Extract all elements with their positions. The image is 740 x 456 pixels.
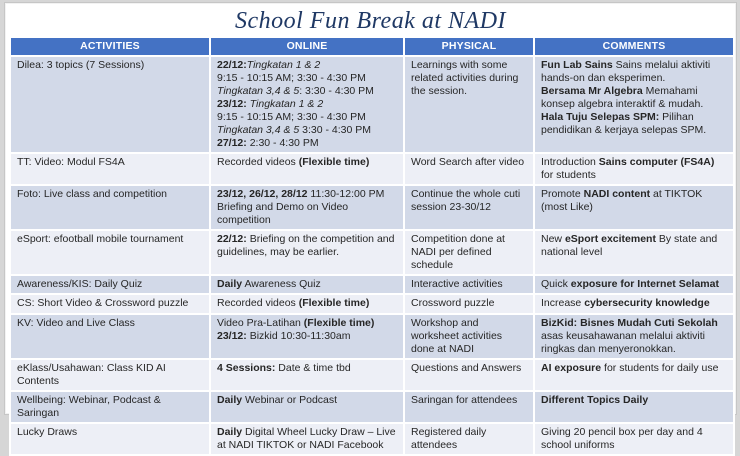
physical-cell xyxy=(404,153,534,185)
text-run: Recorded videos xyxy=(217,297,299,309)
cell-line xyxy=(17,426,203,439)
text-run: eKlass/Usahawan: Class KID AI Contents xyxy=(17,362,166,387)
comments-cell xyxy=(534,314,734,359)
cell-line xyxy=(411,362,527,375)
text-run: Word Search after video xyxy=(411,156,525,168)
cell-line xyxy=(541,188,727,214)
cell-line xyxy=(217,426,397,452)
text-run: Digital Wheel Lucky Draw – Live at NADI TIKTOK or NADI Facebook xyxy=(217,426,396,451)
cell-line xyxy=(541,59,727,85)
text-run: 22/12: xyxy=(217,233,247,245)
cell-line xyxy=(217,137,397,150)
text-run: Wellbeing: Webinar, Podcast & Saringan xyxy=(17,394,161,419)
activity-cell xyxy=(10,153,210,185)
cell-line xyxy=(541,317,727,356)
text-run: 23/12: xyxy=(217,98,247,110)
text-run: Different Topics Daily xyxy=(541,394,649,406)
cell-line xyxy=(17,233,203,246)
cell-line xyxy=(217,85,397,98)
text-run: Tingkatan 3,4 & 5 xyxy=(217,124,300,136)
online-cell xyxy=(210,423,404,455)
cell-line xyxy=(217,233,397,259)
cell-line xyxy=(411,188,527,214)
cell-line xyxy=(541,426,727,452)
cell-line xyxy=(217,278,397,291)
text-run: Bizkid 10:30-11:30am xyxy=(246,330,351,342)
physical-cell xyxy=(404,56,534,153)
online-cell xyxy=(210,359,404,391)
text-run: CS: Short Video & Crossword puzzle xyxy=(17,297,189,309)
text-run: exposure for Internet Selamat xyxy=(570,278,719,290)
online-cell xyxy=(210,314,404,359)
text-run: (Flexible time) xyxy=(298,156,370,168)
text-run: Daily xyxy=(217,278,243,290)
text-run: Foto: Live class and competition xyxy=(17,188,167,200)
text-run: Memahami konsep algebra interaktif & mudah. xyxy=(541,85,704,110)
online-cell xyxy=(210,185,404,230)
text-run: Dilea: 3 topics (7 Sessions) xyxy=(17,59,145,71)
comments-cell xyxy=(534,359,734,391)
activity-cell xyxy=(10,56,210,153)
table-row xyxy=(10,185,734,230)
text-run: Awareness/KIS: Daily Quiz xyxy=(17,278,143,290)
cell-line xyxy=(541,111,727,137)
text-run: Fun Lab Sains xyxy=(541,59,613,71)
text-run: Sains melalui aktiviti hands-on dan eksperimen. xyxy=(541,59,711,84)
text-run: By state and national level xyxy=(541,233,718,258)
cell-line xyxy=(541,156,727,182)
table-row xyxy=(10,294,734,314)
cell-line xyxy=(217,188,397,201)
table-row xyxy=(10,314,734,359)
table-row xyxy=(10,359,734,391)
text-run: Interactive activities xyxy=(411,278,503,290)
table-row xyxy=(10,423,734,455)
cell-line xyxy=(217,317,397,330)
cell-line xyxy=(411,394,527,407)
table-row xyxy=(10,275,734,294)
cell-line xyxy=(217,201,397,227)
text-run: Competition done at NADI per defined schedule xyxy=(411,233,505,271)
cell-line xyxy=(217,72,397,85)
text-run: Bersama Mr Algebra xyxy=(541,85,643,97)
text-run: : 3:30 - 4:30 PM xyxy=(299,85,374,97)
comments-cell xyxy=(534,294,734,314)
physical-cell xyxy=(404,359,534,391)
cell-line xyxy=(217,362,397,375)
text-run: 9:15 - 10:15 AM; 3:30 - 4:30 PM xyxy=(217,72,366,84)
activity-cell xyxy=(10,359,210,391)
text-run: (Flexible time) xyxy=(303,317,375,329)
activity-cell xyxy=(10,275,210,294)
cell-line xyxy=(541,233,727,259)
cell-line xyxy=(217,297,397,310)
text-run: 22/12: xyxy=(217,59,247,71)
cell-line xyxy=(541,394,727,407)
cell-line xyxy=(17,278,203,291)
activity-cell xyxy=(10,391,210,423)
text-run: (Flexible time) xyxy=(298,297,370,309)
text-run: Briefing on the competition and guidelines, may be earlier. xyxy=(217,233,395,258)
comments-cell xyxy=(534,153,734,185)
text-run: Webinar or Podcast xyxy=(242,394,338,406)
comments-cell xyxy=(534,56,734,153)
text-run: KV: Video and Live Class xyxy=(17,317,135,329)
text-run: Awareness Quiz xyxy=(242,278,321,290)
online-cell xyxy=(210,153,404,185)
cell-line xyxy=(17,156,203,169)
text-run: Registered daily attendees xyxy=(411,426,487,451)
text-run: at TIKTOK (most Like) xyxy=(541,188,703,213)
column-header-comments: COMMENTS xyxy=(534,37,734,56)
physical-cell xyxy=(404,294,534,314)
online-cell xyxy=(210,294,404,314)
text-run: Video Pra-Latihan xyxy=(217,317,304,329)
cell-line xyxy=(411,297,527,310)
cell-line xyxy=(411,233,527,272)
text-run: 9:15 - 10:15 AM; 3:30 - 4:30 PM xyxy=(217,111,366,123)
online-cell xyxy=(210,391,404,423)
slide xyxy=(4,2,737,451)
text-run: 11:30-12:00 PM xyxy=(307,188,385,200)
comments-cell xyxy=(534,230,734,275)
physical-cell xyxy=(404,185,534,230)
physical-cell xyxy=(404,391,534,423)
cell-line xyxy=(217,330,397,343)
cell-line xyxy=(217,156,397,169)
text-run: Tingkatan 1 & 2 xyxy=(246,98,324,110)
cell-line xyxy=(17,188,203,201)
text-run: Workshop and worksheet activities done at NADI xyxy=(411,317,503,355)
cell-line xyxy=(17,394,203,420)
text-run: Tingkatan 3,4 & 5 xyxy=(217,85,300,97)
text-run: for students for daily use xyxy=(601,362,719,374)
cell-line xyxy=(411,278,527,291)
column-header-activities: ACTIVITIES xyxy=(10,37,210,56)
text-run: Continue the whole cuti session 23-30/12 xyxy=(411,188,521,213)
text-run: NADI content xyxy=(583,188,651,200)
comments-cell xyxy=(534,423,734,455)
comments-cell xyxy=(534,185,734,230)
cell-line xyxy=(17,59,203,72)
text-run: Questions and Answers xyxy=(411,362,522,374)
cell-line xyxy=(217,111,397,124)
physical-cell xyxy=(404,423,534,455)
text-run: TT: Video: Modul FS4A xyxy=(17,156,125,168)
text-run: cybersecurity knowledge xyxy=(584,297,710,309)
cell-line xyxy=(217,124,397,137)
text-run: Tingkatan 1 & 2 xyxy=(246,59,321,71)
text-run: Recorded videos xyxy=(217,156,299,168)
online-cell xyxy=(210,230,404,275)
activity-cell xyxy=(10,423,210,455)
text-run: Giving 20 pencil box per day and 4 school uniforms xyxy=(541,426,703,451)
cell-line xyxy=(411,317,527,356)
text-run: Increase xyxy=(541,297,585,309)
text-run: AI exposure xyxy=(541,362,602,374)
cell-line xyxy=(411,59,527,98)
page-title: School Fun Break at NADI xyxy=(234,8,507,34)
cell-line xyxy=(217,59,397,72)
activity-cell xyxy=(10,294,210,314)
text-run: Daily xyxy=(217,426,243,438)
activity-cell xyxy=(10,314,210,359)
column-header-physical: PHYSICAL xyxy=(404,37,534,56)
table-row xyxy=(10,153,734,185)
text-run: Crossword puzzle xyxy=(411,297,495,309)
cell-line xyxy=(17,297,203,310)
text-run: Hala Tuju Selepas SPM: xyxy=(541,111,660,123)
activity-cell xyxy=(10,230,210,275)
text-run: Quick xyxy=(541,278,571,290)
cell-line xyxy=(17,362,203,388)
text-run: Briefing and Demo on Video competition xyxy=(217,201,349,226)
cell-line xyxy=(411,426,527,452)
cell-line xyxy=(541,85,727,111)
text-run: Introduction xyxy=(541,156,599,168)
text-run: 3:30 - 4:30 PM xyxy=(299,124,372,136)
text-run: asas keusahawanan melalui aktiviti ringkas dan menyeronokkan. xyxy=(541,330,706,355)
online-cell xyxy=(210,56,404,153)
table-row xyxy=(10,56,734,153)
schedule-table-body xyxy=(10,56,734,455)
text-run: Sains computer (FS4A) xyxy=(598,156,715,168)
comments-cell xyxy=(534,391,734,423)
text-run: 4 Sessions: xyxy=(217,362,276,374)
physical-cell xyxy=(404,275,534,294)
schedule-table xyxy=(9,36,735,456)
cell-line xyxy=(411,156,527,169)
activity-cell xyxy=(10,185,210,230)
table-row xyxy=(10,391,734,423)
cell-line xyxy=(17,317,203,330)
text-run: 27/12: xyxy=(217,137,247,149)
cell-line xyxy=(541,362,727,375)
text-run: Lucky Draws xyxy=(17,426,78,438)
physical-cell xyxy=(404,314,534,359)
cell-line xyxy=(541,297,727,310)
text-run: Promote xyxy=(541,188,584,200)
text-run: Learnings with some related activities during the session. xyxy=(411,59,519,97)
comments-cell xyxy=(534,275,734,294)
cell-line xyxy=(541,278,727,291)
column-header-online: ONLINE xyxy=(210,37,404,56)
online-cell xyxy=(210,275,404,294)
cell-line xyxy=(217,394,397,407)
text-run: Pilihan pendidikan & kerjaya selepas SPM. xyxy=(541,111,707,136)
text-run: Date & time tbd xyxy=(275,362,351,374)
text-run: Saringan for attendees xyxy=(411,394,518,406)
text-run: 23/12: xyxy=(217,330,247,342)
cell-line xyxy=(217,98,397,111)
table-row xyxy=(10,230,734,275)
text-run: New xyxy=(541,233,565,245)
text-run: BizKid: Bisnes Mudah Cuti Sekolah xyxy=(541,317,718,329)
text-run: for students xyxy=(541,169,596,181)
physical-cell xyxy=(404,230,534,275)
text-run: 2:30 - 4:30 PM xyxy=(246,137,319,149)
text-run: eSport: efootball mobile tournament xyxy=(17,233,184,245)
text-run: 23/12, 26/12, 28/12 xyxy=(217,188,308,200)
table-header-row xyxy=(10,37,734,56)
text-run: Daily xyxy=(217,394,243,406)
text-run: eSport excitement xyxy=(564,233,656,245)
